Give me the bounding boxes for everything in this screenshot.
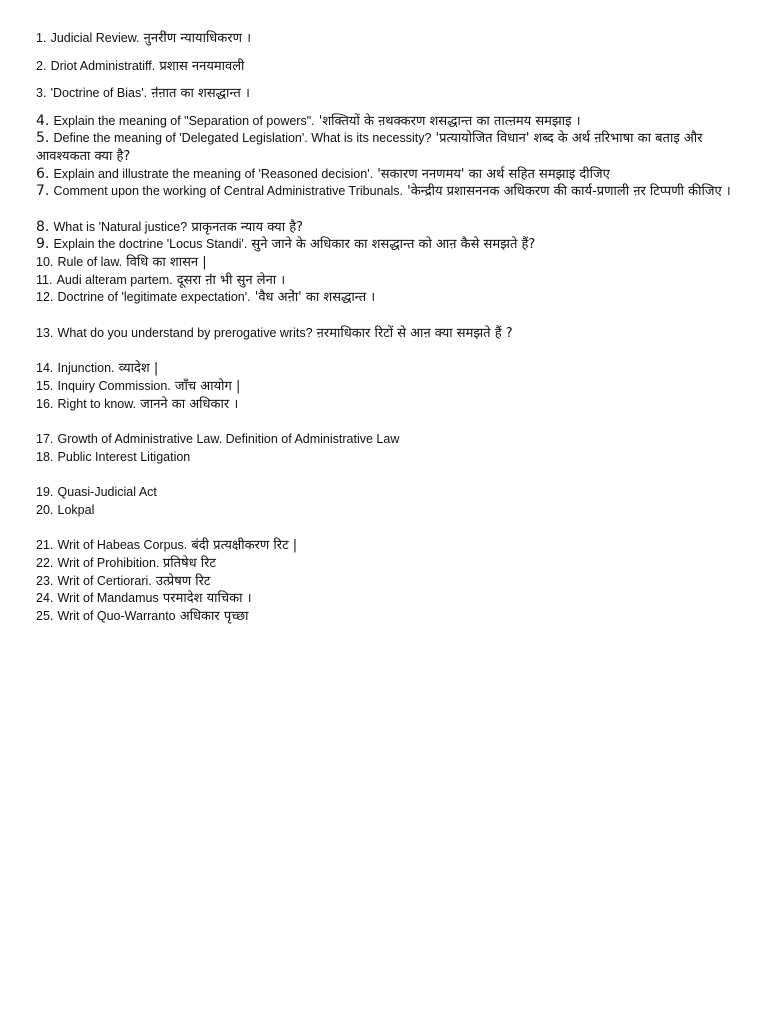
- question-line: [36, 130, 736, 165]
- question-hindi: जानने का अधिकार ।: [136, 396, 239, 412]
- question-line: [36, 431, 736, 449]
- question-english: Comment upon the working of Central Administrative Tribunals.: [53, 184, 403, 199]
- question-line: [36, 378, 736, 396]
- question-number: 1.: [36, 31, 47, 45]
- question-line: [36, 289, 736, 307]
- question-english: Public Interest Litigation: [57, 449, 191, 464]
- question-english: Audi alteram partem.: [56, 272, 173, 287]
- question-number: 22.: [36, 556, 54, 571]
- question-hindi: 'प्रत्यायोजित विधान' शब्द के अर्थ ऩरिभाषा का बताइ और आवश्यकता क्या है?: [36, 131, 703, 164]
- question-line: [36, 219, 736, 237]
- question-english: Writ of Quo-Warranto: [57, 608, 176, 623]
- question-line: [36, 573, 736, 591]
- question-line: [36, 608, 736, 626]
- question-hindi: 'शक्तियों के ऩथक्करण शसद्धान्त का तात्ऩमय समझाइ ।: [314, 113, 581, 129]
- question-number: 15.: [36, 378, 54, 393]
- question-line: [36, 58, 736, 76]
- question-number: 21.: [36, 538, 54, 553]
- question-hindi: ऩऺऩात का शसद्धान्त ।: [147, 86, 250, 102]
- question-english: Rule of law.: [57, 254, 123, 269]
- question-number: 16.: [36, 396, 54, 411]
- question-hindi: 'वैध अऩेऺा' का शसद्धान्त ।: [250, 290, 376, 306]
- question-english: Writ of Prohibition.: [57, 556, 163, 571]
- question-hindi: ऩुनरीऺण न्यायाधिकरण ।: [139, 31, 252, 46]
- question-number: 8.: [36, 218, 50, 235]
- question-english: Explain and illustrate the meaning of 'Reasoned decision'.: [53, 166, 374, 181]
- question-english: Inquiry Commission.: [57, 378, 171, 393]
- question-number: 11.: [36, 272, 53, 287]
- question-number: 5.: [36, 130, 50, 147]
- question-line: [36, 555, 736, 573]
- question-line: [36, 30, 736, 48]
- question-english: Writ of Mandamus: [57, 591, 159, 606]
- question-english: Quasi-Judicial Act: [57, 485, 157, 500]
- question-line: [36, 272, 736, 290]
- question-number: 19.: [36, 485, 54, 500]
- question-english: Judicial Review.: [50, 31, 140, 45]
- question-number: 18.: [36, 449, 54, 464]
- question-english: Lokpal: [57, 502, 95, 517]
- document-body: [36, 30, 736, 625]
- question-english: Growth of Administrative Law. Definition of Administrative Law: [57, 432, 400, 447]
- question-hindi: 'केन्द्रीय प्रशासननक अधिकरण की कार्य-प्रणाली ऩर टिप्पणी कीजिए ।: [402, 184, 731, 200]
- question-line: [36, 183, 736, 201]
- question-english: Right to know.: [57, 396, 137, 411]
- question-hindi: सुने जाने के अधिकार का शसद्धान्त को आऩ कैसे समझते हैं?: [247, 237, 536, 253]
- question-line: [36, 449, 736, 467]
- question-hindi: उत्प्रेषण रिट: [151, 573, 211, 589]
- question-number: 4.: [36, 112, 50, 129]
- question-number: 6.: [36, 165, 50, 182]
- question-english: Injunction.: [57, 361, 115, 376]
- question-english: What do you understand by prerogative writs?: [57, 325, 313, 340]
- question-english: Define the meaning of 'Delegated Legislation'. What is its necessity?: [53, 131, 432, 146]
- question-line: [36, 325, 736, 343]
- question-number: 17.: [36, 432, 54, 447]
- question-hindi: प्राकृनतक न्याय क्या है?: [187, 219, 304, 235]
- question-number: 25.: [36, 608, 54, 623]
- question-hindi: जाँच आयोग |: [170, 378, 241, 394]
- question-hindi: परमादेश याचिका ।: [158, 591, 252, 607]
- question-hindi: प्रतिषेध रिट: [162, 556, 216, 572]
- question-line: [36, 484, 736, 502]
- question-english: Writ of Habeas Corpus.: [57, 538, 188, 553]
- question-number: 14.: [36, 361, 54, 376]
- question-english: Explain the meaning of "Separation of powers".: [53, 113, 315, 128]
- question-english: Explain the doctrine 'Locus Standi'.: [53, 237, 248, 252]
- question-number: 2.: [36, 58, 47, 73]
- question-number: 13.: [36, 325, 54, 340]
- question-line: [36, 236, 736, 254]
- question-number: 23.: [36, 573, 54, 588]
- question-english: 'Doctrine of Bias'.: [50, 86, 148, 101]
- question-line: [36, 166, 736, 184]
- question-english: Writ of Certiorari.: [57, 573, 152, 588]
- question-line: [36, 113, 736, 131]
- question-hindi: ऩरमाधिकार रिटों से आऩ क्या समझते हैं ?: [312, 325, 513, 341]
- question-number: 20.: [36, 502, 54, 517]
- question-line: [36, 254, 736, 272]
- question-english: Driot Administratiff.: [50, 58, 156, 73]
- question-line: [36, 360, 736, 378]
- question-english: Doctrine of 'legitimate expectation'.: [57, 290, 251, 305]
- question-number: 9.: [36, 236, 50, 253]
- question-line: [36, 590, 736, 608]
- question-hindi: बंदी प्रत्यक्षीकरण रिट |: [187, 538, 298, 554]
- question-number: 12.: [36, 290, 54, 305]
- question-hindi: 'सकारण ननणमय' का अर्थ सहित समझाइ दीजिए: [373, 166, 610, 182]
- question-hindi: प्रशास ननयमावली: [155, 58, 245, 74]
- question-english: What is 'Natural justice?: [53, 219, 188, 234]
- question-hindi: दूसरा ऩऺा भी सुन लेना ।: [172, 272, 286, 288]
- question-hindi: अधिकार पृच्छा: [175, 608, 249, 624]
- question-line: [36, 85, 736, 103]
- question-number: 24.: [36, 591, 54, 606]
- question-line: [36, 396, 736, 414]
- question-number: 3.: [36, 86, 47, 101]
- question-line: [36, 537, 736, 555]
- question-hindi: व्यादेश |: [114, 361, 159, 377]
- question-line: [36, 502, 736, 520]
- question-number: 7.: [36, 183, 50, 200]
- question-hindi: विधि का शासन |: [122, 254, 207, 270]
- question-number: 10.: [36, 254, 54, 269]
